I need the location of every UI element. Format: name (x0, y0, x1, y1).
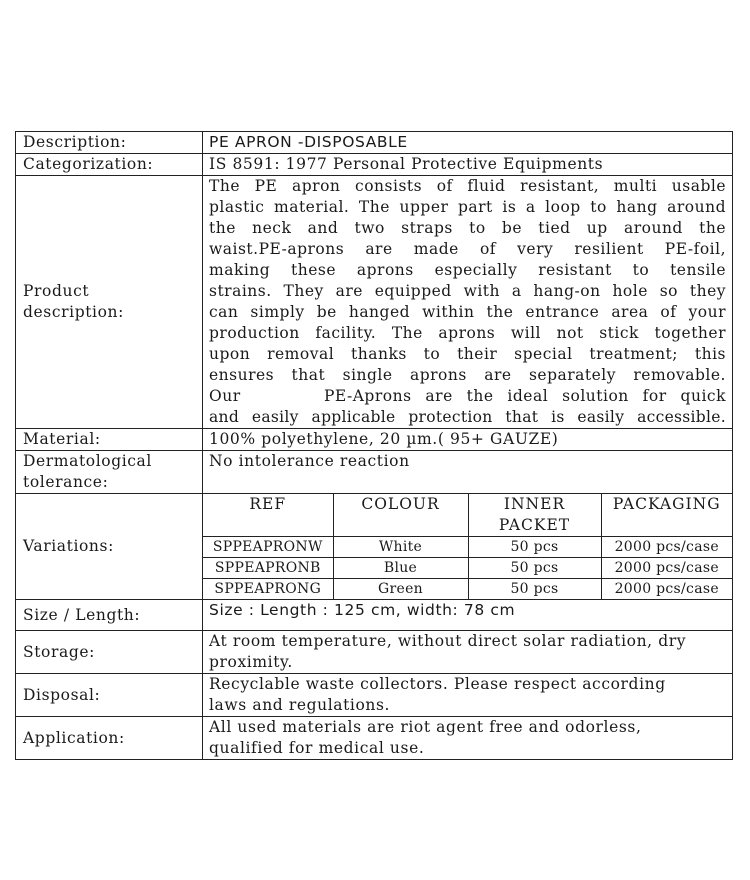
size-row (16, 600, 733, 631)
product-description-line: upon removal thanks to their special treatment; this (209, 345, 726, 363)
product-description-line: production facility. The aprons will not stick together (209, 324, 726, 342)
categorization-row (16, 154, 733, 176)
variations-table-cell (203, 494, 733, 600)
product-description-text (203, 176, 733, 429)
dermatological-label-line1: Dermatological (23, 452, 152, 470)
variation-colour: Green (333, 579, 468, 600)
dermatological-label (16, 451, 203, 494)
product-spec-table (15, 131, 733, 760)
dermatological-label-line2: tolerance: (23, 473, 109, 491)
product-description-line: making these aprons especially resistant to tensile (209, 261, 726, 279)
storage-line1: At room temperature, without direct solar radiation, dry (209, 632, 687, 650)
product-description-line: and easily applicable protection that is easily accessible. (209, 408, 726, 426)
product-description-line: ensures that single aprons are separately removable. (209, 366, 726, 384)
variation-colour: White (333, 537, 468, 558)
disposal-value (203, 674, 733, 717)
variation-ref: SPPEAPRONG (203, 579, 333, 600)
product-description-line: can simply be hanged within the entrance area of your (209, 303, 726, 321)
application-label: Application: (16, 717, 203, 760)
variation-packaging: 2000 pcs/case (601, 579, 732, 600)
variations-header-row (203, 494, 732, 537)
dermatological-row (16, 451, 733, 494)
material-row (16, 429, 733, 451)
disposal-label: Disposal: (16, 674, 203, 717)
product-description-line: The PE apron consists of fluid resistant, multi usable (209, 177, 726, 195)
variation-inner-packet: 50 pcs (468, 579, 601, 600)
material-value: 100% polyethylene, 20 µm.( 95+ GAUZE) (203, 429, 733, 451)
product-description-line: strains. They are equipped with a hang-on hole so they (209, 282, 726, 300)
storage-label: Storage: (16, 631, 203, 674)
storage-line2: proximity. (209, 653, 293, 671)
application-line1: All used materials are riot agent free and odorless, (209, 718, 642, 736)
variation-colour: Blue (333, 558, 468, 579)
product-description-line: plastic material. The upper part is a loop to hang around (209, 198, 726, 216)
variations-row (16, 494, 733, 600)
product-description-label (16, 176, 203, 429)
variations-header-colour: COLOUR (333, 494, 468, 537)
variation-packaging: 2000 pcs/case (601, 558, 732, 579)
material-label: Material: (16, 429, 203, 451)
product-description-line: Our PE-Aprons are the ideal solution for quick (209, 387, 726, 405)
disposal-line2: laws and regulations. (209, 696, 391, 714)
categorization-label: Categorization: (16, 154, 203, 176)
product-description-row (16, 176, 733, 429)
product-description-label-line2: description: (23, 303, 124, 321)
application-line2: qualified for medical use. (209, 739, 425, 757)
variation-inner-packet: 50 pcs (468, 537, 601, 558)
product-description-line: the neck and two straps to be tied up around the (209, 219, 726, 237)
product-description-label-line1: Product (23, 282, 90, 300)
storage-value (203, 631, 733, 674)
variation-packaging: 2000 pcs/case (601, 537, 732, 558)
variations-label: Variations: (16, 494, 203, 600)
description-value: PE APRON -DISPOSABLE (203, 132, 733, 154)
table-row (203, 558, 732, 579)
categorization-value: IS 8591: 1977 Personal Protective Equipments (203, 154, 733, 176)
variations-table (203, 494, 732, 599)
variation-inner-packet: 50 pcs (468, 558, 601, 579)
description-label: Description: (16, 132, 203, 154)
product-description-line: waist.PE-aprons are made of very resilient PE-foil, (209, 240, 726, 258)
description-row (16, 132, 733, 154)
storage-row (16, 631, 733, 674)
variations-header-inner-packet: INNER PACKET (468, 494, 601, 537)
table-row (203, 537, 732, 558)
size-value: Size : Length : 125 cm, width: 78 cm (203, 600, 733, 631)
application-value (203, 717, 733, 760)
variations-header-ref: REF (203, 494, 333, 537)
dermatological-value: No intolerance reaction (203, 451, 733, 494)
size-label: Size / Length: (16, 600, 203, 631)
disposal-row (16, 674, 733, 717)
disposal-line1: Recyclable waste collectors. Please respect according (209, 675, 666, 693)
variation-ref: SPPEAPRONB (203, 558, 333, 579)
application-row (16, 717, 733, 760)
variation-ref: SPPEAPRONW (203, 537, 333, 558)
variations-header-packaging: PACKAGING (601, 494, 732, 537)
table-row (203, 579, 732, 600)
